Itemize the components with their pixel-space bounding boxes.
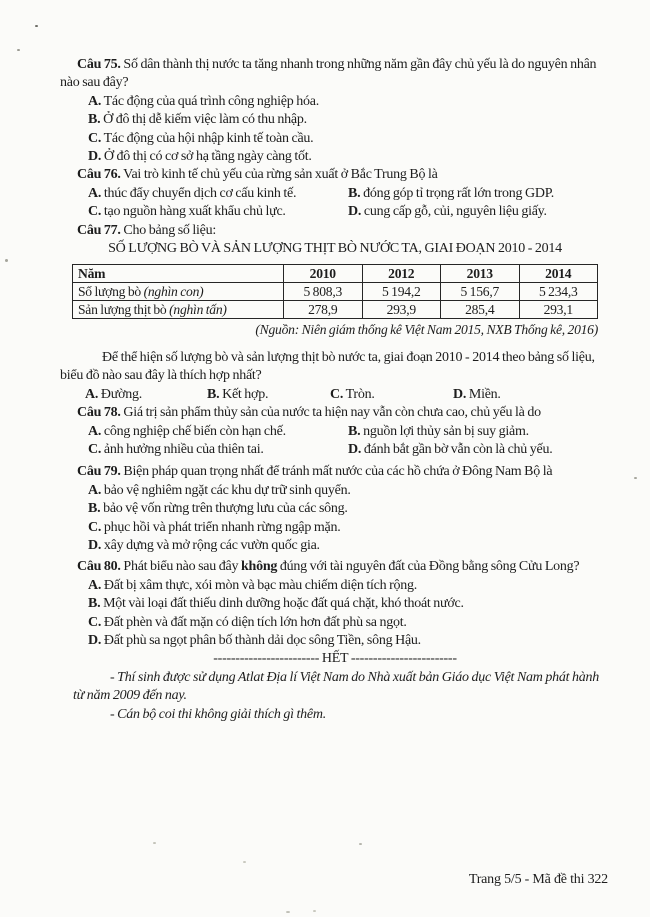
value-cell: 293,9 xyxy=(362,301,441,319)
option-text: công nghiệp chế biến còn hạn chế. xyxy=(103,423,286,439)
option-78-a xyxy=(88,423,348,441)
question-75-body: Số dân thành thị nước ta tăng nhanh trong những năm gần đây chủ yếu là do nguyên nhân nào sau đây? xyxy=(60,57,597,91)
question-79-number: Câu 79. xyxy=(77,464,121,480)
question-77-question: Để thể hiện số lượng bò và sản lượng thịt bò nước ta, giai đoạn 2010 - 2014 theo bảng số liệu, biểu đồ nào sau đây là thích hợp nhất? xyxy=(60,349,595,384)
option-letter: C. xyxy=(88,614,102,630)
question-80-bold-word: không xyxy=(241,559,278,575)
option-77-d xyxy=(453,386,610,404)
scan-speck xyxy=(153,842,156,844)
question-76-text xyxy=(60,166,610,184)
option-text: Kết hợp. xyxy=(222,386,269,402)
option-letter: B. xyxy=(348,185,361,201)
option-letter: C. xyxy=(88,519,102,535)
option-letter: D. xyxy=(453,386,467,402)
value-cell: 5 808,3 xyxy=(284,283,363,301)
table-cell-nam xyxy=(73,265,284,283)
question-75 xyxy=(60,56,610,166)
question-80 xyxy=(60,558,610,650)
option-76-d xyxy=(348,203,610,221)
value-cell: 285,4 xyxy=(441,301,520,319)
scan-speck xyxy=(17,49,20,51)
option-letter: B. xyxy=(88,501,101,517)
end-separator xyxy=(60,650,610,668)
option-text: cung cấp gỗ, củi, nguyên liệu giấy. xyxy=(363,204,547,220)
data-table xyxy=(72,264,598,319)
option-row xyxy=(88,203,610,221)
option-75-b xyxy=(88,111,610,129)
row-unit: (nghìn con) xyxy=(143,284,204,300)
table-source: (Nguồn: Niên giám thống kê Việt Nam 2015, NXB Thống kê, 2016) xyxy=(255,322,598,338)
table-cell-year-2013 xyxy=(441,265,520,283)
option-row xyxy=(88,185,610,203)
option-75-c xyxy=(88,130,610,148)
question-76-number: Câu 76. xyxy=(77,167,121,183)
row-label-cell xyxy=(73,283,284,301)
page-number-footer: Trang 5/5 - Mã đề thi 322 xyxy=(468,872,608,887)
value-cell: 5 156,7 xyxy=(441,283,520,301)
question-80-number: Câu 80. xyxy=(77,559,121,575)
option-77-c xyxy=(330,386,453,404)
value-cell: 278,9 xyxy=(284,301,363,319)
option-75-d xyxy=(88,148,610,166)
option-75-a xyxy=(88,93,610,111)
scan-speck xyxy=(243,861,246,863)
table-row-beef-output xyxy=(73,301,598,319)
scan-speck xyxy=(5,259,8,262)
option-letter: A. xyxy=(85,386,99,402)
option-letter: C. xyxy=(88,441,102,457)
value-cell: 5 234,3 xyxy=(519,283,598,301)
option-77-a xyxy=(85,386,207,404)
option-letter: A. xyxy=(88,93,102,109)
year-label: 2010 xyxy=(309,266,336,282)
year-label: 2012 xyxy=(388,266,415,282)
option-text: Miền. xyxy=(468,386,501,402)
row-label: Số lượng bò xyxy=(78,284,141,300)
question-78 xyxy=(60,404,610,459)
option-text: Đường. xyxy=(100,386,142,402)
year-label: 2013 xyxy=(466,266,493,282)
value-cell: 5 194,2 xyxy=(362,283,441,301)
question-75-text xyxy=(60,56,610,93)
option-80-a xyxy=(88,577,610,595)
option-letter: C. xyxy=(88,130,102,146)
footnote-proctor: - Cán bộ coi thi không giải thích gì thêm. xyxy=(110,706,326,722)
question-80-body-end: đúng với tài nguyên đất của Đồng bằng sông Cửu Long? xyxy=(279,559,580,575)
option-77-b xyxy=(207,386,330,404)
option-79-a xyxy=(88,482,610,500)
option-letter: C. xyxy=(88,204,102,220)
option-80-d xyxy=(88,632,610,650)
option-79-b xyxy=(88,500,610,518)
scan-speck xyxy=(634,477,637,479)
option-letter: A. xyxy=(88,482,102,498)
option-letter: D. xyxy=(88,537,102,553)
option-letter: D. xyxy=(88,149,102,165)
option-76-a xyxy=(88,185,348,203)
option-80-c xyxy=(88,614,610,632)
question-77-number: Câu 77. xyxy=(77,222,121,238)
option-letter: B. xyxy=(88,596,101,612)
exam-footnotes xyxy=(73,669,610,724)
option-79-c xyxy=(88,519,610,537)
table-cell-year-2010 xyxy=(284,265,363,283)
option-text: tạo nguồn hàng xuất khẩu chủ lực. xyxy=(103,204,286,220)
table-header-row xyxy=(73,265,598,283)
option-text: Tròn. xyxy=(345,386,375,402)
option-text: Đất phù sa ngọt phân bố thành dải dọc sông Tiền, sông Hậu. xyxy=(103,632,421,648)
table-cell-year-2012 xyxy=(362,265,441,283)
option-text: đóng góp tỉ trọng rất lớn trong GDP. xyxy=(363,185,554,201)
option-row xyxy=(88,441,610,459)
option-letter: D. xyxy=(88,632,102,648)
question-78-number: Câu 78. xyxy=(77,405,121,421)
option-text: Tác động của quá trình công nghiệp hóa. xyxy=(103,93,319,109)
option-letter: A. xyxy=(88,423,102,439)
question-76-body: Vai trò kinh tế chủ yếu của rừng sản xuất ở Bắc Trung Bộ là xyxy=(123,167,438,183)
question-77-intro xyxy=(60,222,610,240)
separator-dashes-left: ------------------------ xyxy=(213,651,320,667)
option-text: đánh bắt gần bờ vẫn còn là chủ yếu. xyxy=(363,441,553,457)
option-text: Đất bị xâm thực, xói mòn và bạc màu chiếm diện tích rộng. xyxy=(103,577,418,593)
option-text: Ở đô thị dễ kiếm việc làm có thu nhập. xyxy=(103,112,307,128)
question-79 xyxy=(60,463,610,555)
question-80-body-start: Phát biểu nào sau đây xyxy=(123,559,239,575)
question-75-number: Câu 75. xyxy=(77,57,121,72)
option-letter: A. xyxy=(88,577,102,593)
year-label: 2014 xyxy=(545,266,572,282)
option-letter: B. xyxy=(207,386,220,402)
value-cell: 293,1 xyxy=(519,301,598,319)
option-text: Ở đô thị có cơ sở hạ tầng ngày càng tốt. xyxy=(103,149,312,165)
table-header-label: Năm xyxy=(78,266,106,282)
option-letter: B. xyxy=(88,112,101,128)
table-title: SỐ LƯỢNG BÒ VÀ SẢN LƯỢNG THỊT BÒ NƯỚC TA, GIAI ĐOẠN 2010 - 2014 xyxy=(108,241,562,257)
option-letter: D. xyxy=(348,441,362,457)
option-row xyxy=(85,386,610,404)
footnote-atlas: - Thí sinh được sử dụng Atlat Địa lí Việt Nam do Nhà xuất bản Giáo dục Việt Nam phát hành từ năm 2009 đến nay. xyxy=(73,669,600,704)
option-text: Tác động của hội nhập kinh tế toàn cầu. xyxy=(103,130,314,146)
question-78-text xyxy=(60,404,610,422)
option-78-b xyxy=(348,423,610,441)
exam-content xyxy=(60,56,610,724)
question-77 xyxy=(60,222,610,404)
option-text: bảo vệ nghiêm ngặt các khu dự trữ sinh quyển. xyxy=(103,482,351,498)
option-76-b xyxy=(348,185,610,203)
option-text: thúc đẩy chuyển dịch cơ cấu kinh tế. xyxy=(103,185,297,201)
option-text: bảo vệ vốn rừng trên thượng lưu của các sông. xyxy=(103,501,348,517)
scan-speck xyxy=(359,843,362,845)
question-78-body: Giá trị sản phẩm thủy sản của nước ta hiện nay vẫn còn chưa cao, chủ yếu là do xyxy=(123,405,541,421)
option-76-c xyxy=(88,203,348,221)
option-letter: A. xyxy=(88,185,102,201)
option-78-c xyxy=(88,441,348,459)
table-cell-year-2014 xyxy=(519,265,598,283)
option-text: Đất phèn và đất mặn có diện tích lớn hơn đất phù sa ngọt. xyxy=(103,614,407,630)
scan-speck xyxy=(286,911,290,913)
question-76 xyxy=(60,166,610,221)
question-80-text xyxy=(60,558,610,576)
row-label: Sản lượng thịt bò xyxy=(78,302,167,318)
option-letter: C. xyxy=(330,386,344,402)
question-77-intro-text: Cho bảng số liệu: xyxy=(123,222,217,238)
option-text: phục hồi và phát triển nhanh rừng ngập mặn. xyxy=(103,519,341,535)
question-79-text xyxy=(60,463,610,481)
table-row-cattle-count xyxy=(73,283,598,301)
option-letter: D. xyxy=(348,204,362,220)
question-79-body: Biện pháp quan trọng nhất để tránh mất nước của các hồ chứa ở Đông Nam Bộ là xyxy=(123,464,553,480)
separator-label: HẾT xyxy=(321,651,349,667)
option-79-d xyxy=(88,537,610,555)
option-row xyxy=(88,423,610,441)
option-text: xây dựng và mở rộng các vườn quốc gia. xyxy=(103,537,320,553)
option-78-d xyxy=(348,441,610,459)
option-text: ảnh hưởng nhiều của thiên tai. xyxy=(103,441,264,457)
row-label-cell xyxy=(73,301,284,319)
separator-dashes-right: ------------------------ xyxy=(350,651,457,667)
option-text: nguồn lợi thủy sản bị suy giảm. xyxy=(363,423,529,439)
scan-speck xyxy=(313,910,316,912)
option-text: Một vài loại đất thiếu dinh dưỡng hoặc đất quá chặt, khó thoát nước. xyxy=(103,596,464,612)
row-unit: (nghìn tấn) xyxy=(169,302,227,318)
option-letter: B. xyxy=(348,423,361,439)
option-80-b xyxy=(88,595,610,613)
scan-speck xyxy=(35,25,38,27)
